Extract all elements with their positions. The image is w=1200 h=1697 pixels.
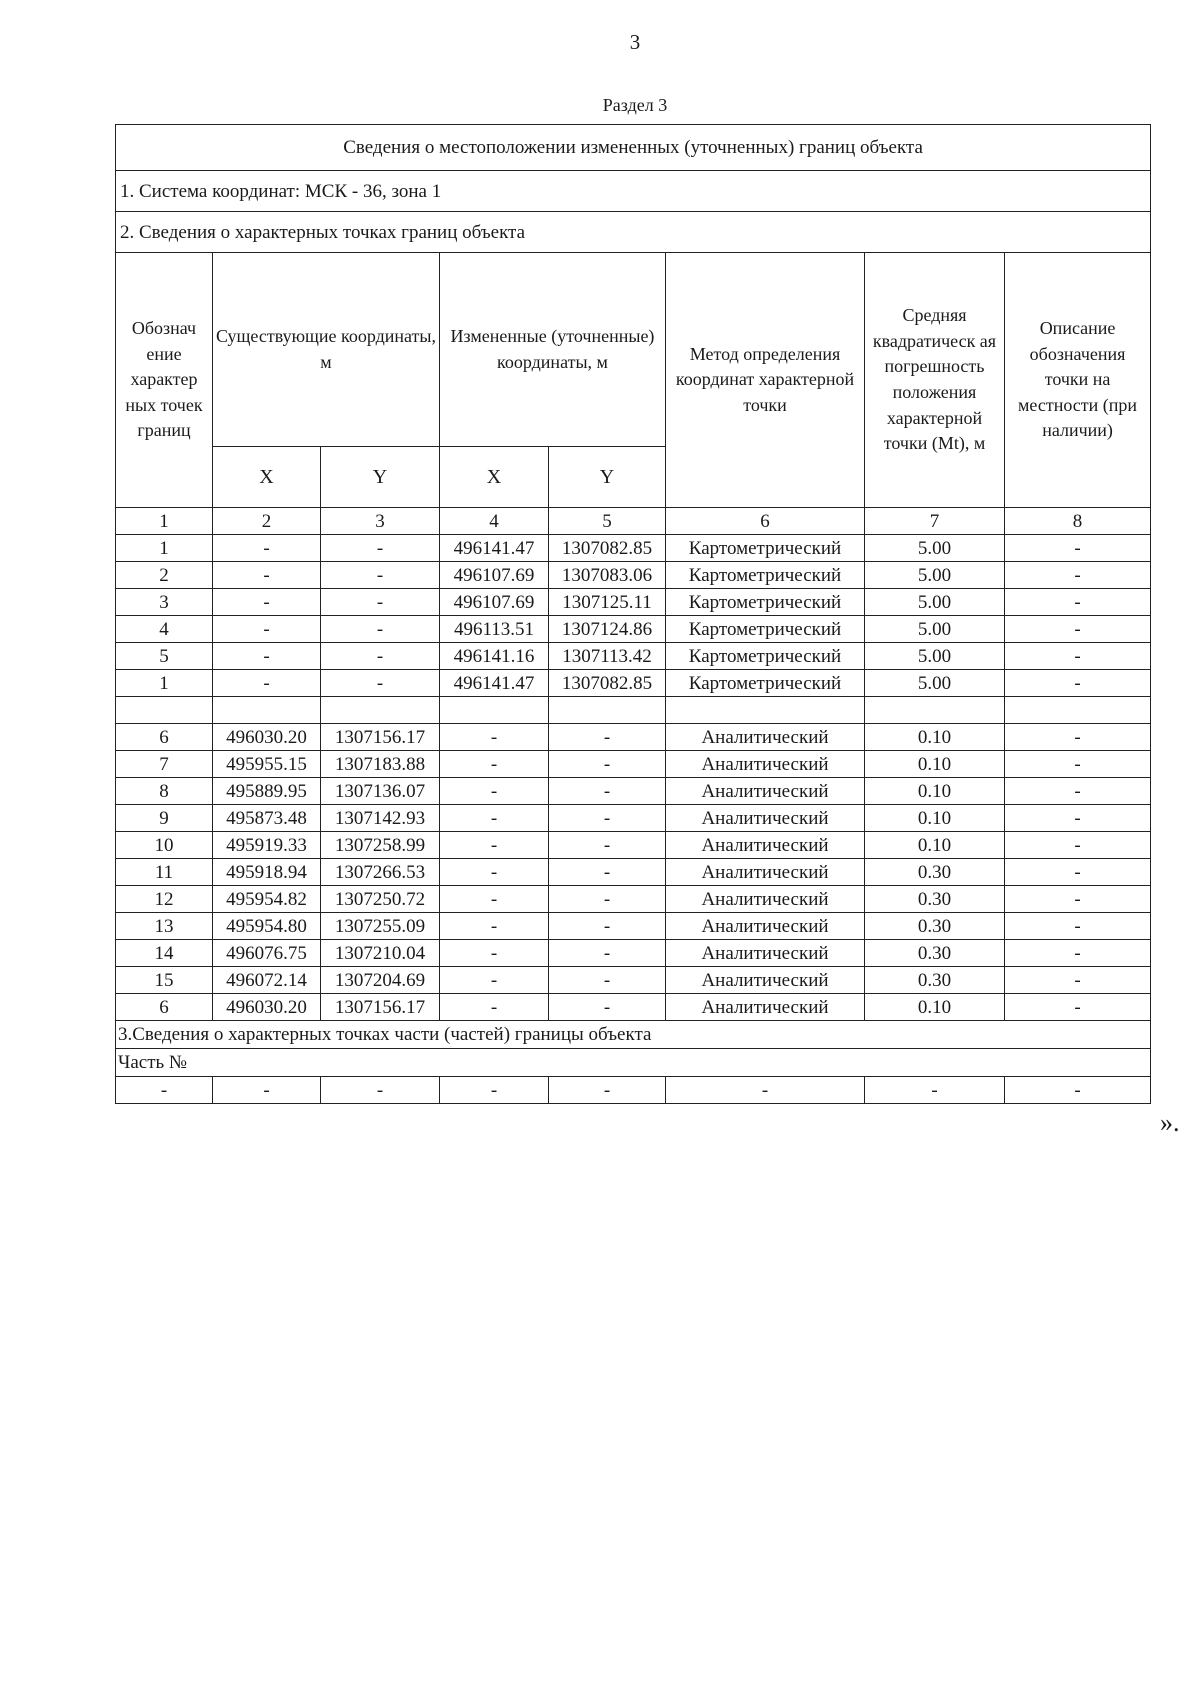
table-cell: - <box>440 886 549 913</box>
table-cell: - <box>1005 1077 1151 1104</box>
table-row <box>116 562 1151 589</box>
table-cell: 0.10 <box>865 832 1005 859</box>
header-existing-coords: Существующие координаты, м <box>213 253 440 447</box>
table-cell: - <box>116 1077 213 1104</box>
table-cell: 496107.69 <box>440 562 549 589</box>
table-cell: 496141.16 <box>440 643 549 670</box>
table-row <box>116 589 1151 616</box>
table-cell: 11 <box>116 859 213 886</box>
header-changed-coords: Измененные (уточненные) координаты, м <box>440 253 666 447</box>
table-cell: Картометрический <box>666 562 865 589</box>
table-cell: - <box>1005 643 1151 670</box>
table-row <box>116 670 1151 697</box>
table-cell: 495918.94 <box>213 859 321 886</box>
table-cell: 1307142.93 <box>321 805 440 832</box>
column-number: 2 <box>213 508 321 535</box>
table-cell: 1 <box>116 535 213 562</box>
table-cell: Картометрический <box>666 616 865 643</box>
table-cell: - <box>213 670 321 697</box>
table-cell: 496141.47 <box>440 535 549 562</box>
table-cell: - <box>440 1077 549 1104</box>
table-cell: - <box>549 832 666 859</box>
table-cell: - <box>440 859 549 886</box>
parts-section-title: 3.Сведения о характерных точках части (частей) границы объекта <box>116 1021 1151 1049</box>
table-cell: 10 <box>116 832 213 859</box>
table-cell: 0.30 <box>865 940 1005 967</box>
table-cell: 6 <box>116 724 213 751</box>
table-cell: - <box>321 616 440 643</box>
table-cell: 496141.47 <box>440 670 549 697</box>
table-cell: - <box>440 967 549 994</box>
table-cell: 12 <box>116 886 213 913</box>
table-cell: - <box>549 805 666 832</box>
table-cell: - <box>440 940 549 967</box>
table-cell: 1307156.17 <box>321 724 440 751</box>
table-cell: 13 <box>116 913 213 940</box>
table-cell: - <box>549 886 666 913</box>
table-cell: 496107.69 <box>440 589 549 616</box>
table-cell: Картометрический <box>666 670 865 697</box>
table-cell: Аналитический <box>666 994 865 1021</box>
table-cell: 495955.15 <box>213 751 321 778</box>
table-cell: - <box>321 670 440 697</box>
table-cell: 5.00 <box>865 535 1005 562</box>
table-cell: 1307083.06 <box>549 562 666 589</box>
table-row <box>116 778 1151 805</box>
table-row <box>116 859 1151 886</box>
empty-separator-row <box>116 697 1151 724</box>
table-cell: - <box>213 616 321 643</box>
table-cell: - <box>549 859 666 886</box>
boundary-table <box>115 124 1151 1104</box>
table-row <box>116 994 1151 1021</box>
table-cell: - <box>1005 535 1151 562</box>
table-cell: Аналитический <box>666 940 865 967</box>
table-cell: - <box>213 643 321 670</box>
table-cell: - <box>549 967 666 994</box>
table-cell: 1307136.07 <box>321 778 440 805</box>
table-row <box>116 913 1151 940</box>
table-cell: Аналитический <box>666 886 865 913</box>
table-cell: 1307113.42 <box>549 643 666 670</box>
table-cell: 5.00 <box>865 670 1005 697</box>
column-number: 8 <box>1005 508 1151 535</box>
table-row <box>116 805 1151 832</box>
table-cell: - <box>440 724 549 751</box>
table-cell: - <box>549 940 666 967</box>
table-cell: 5.00 <box>865 643 1005 670</box>
empty-cell <box>865 697 1005 724</box>
table-cell: 1307266.53 <box>321 859 440 886</box>
table-row <box>116 643 1151 670</box>
table-cell: Аналитический <box>666 967 865 994</box>
empty-cell <box>440 697 549 724</box>
table-cell: - <box>1005 805 1151 832</box>
table-cell: - <box>321 535 440 562</box>
table-cell: 6 <box>116 994 213 1021</box>
header-designation: Обознач ение характер ных точек границ <box>116 253 213 508</box>
table-cell: Аналитический <box>666 724 865 751</box>
table-cell: 1307125.11 <box>549 589 666 616</box>
table-cell: 0.30 <box>865 859 1005 886</box>
table-cell: - <box>1005 616 1151 643</box>
header-changed-x: X <box>440 447 549 508</box>
table-cell: 1307255.09 <box>321 913 440 940</box>
table-cell: - <box>1005 562 1151 589</box>
table-cell: 5.00 <box>865 562 1005 589</box>
table-cell: Аналитический <box>666 751 865 778</box>
table-cell: 1307183.88 <box>321 751 440 778</box>
table-cell: 7 <box>116 751 213 778</box>
table-cell: - <box>213 1077 321 1104</box>
points-section-title: 2. Сведения о характерных точках границ объекта <box>116 212 1151 253</box>
empty-cell <box>549 697 666 724</box>
table-row <box>116 940 1151 967</box>
header-existing-x: X <box>213 447 321 508</box>
table-cell: Картометрический <box>666 535 865 562</box>
section-title: Раздел 3 <box>602 95 668 115</box>
part-number-label-row <box>116 1049 1151 1077</box>
table-cell: - <box>549 724 666 751</box>
table-cell: - <box>321 589 440 616</box>
table-cell: 495954.80 <box>213 913 321 940</box>
table-cell: 1307210.04 <box>321 940 440 967</box>
table-cell: 0.10 <box>865 994 1005 1021</box>
column-numbers-row <box>116 508 1151 535</box>
table-cell: 2 <box>116 562 213 589</box>
coordinate-system: 1. Система координат: МСК - 36, зона 1 <box>116 171 1151 212</box>
empty-cell <box>666 697 865 724</box>
table-cell: 0.10 <box>865 724 1005 751</box>
closing-mark: ». <box>1160 1108 1180 1137</box>
table-cell: - <box>1005 940 1151 967</box>
header-method: Метод определения координат характерной точки <box>666 253 865 508</box>
table-cell: 496030.20 <box>213 724 321 751</box>
table-cell: 0.30 <box>865 967 1005 994</box>
table-row <box>116 832 1151 859</box>
table-cell: - <box>213 535 321 562</box>
table-cell: 0.30 <box>865 886 1005 913</box>
table-cell: 5.00 <box>865 589 1005 616</box>
table-cell: 9 <box>116 805 213 832</box>
table-cell: Картометрический <box>666 589 865 616</box>
table-row <box>116 886 1151 913</box>
part-number-label: Часть № <box>116 1049 1151 1077</box>
table-cell: 496076.75 <box>213 940 321 967</box>
table-cell: 495889.95 <box>213 778 321 805</box>
table-cell: Картометрический <box>666 643 865 670</box>
column-number: 4 <box>440 508 549 535</box>
table-cell: - <box>321 562 440 589</box>
table-cell: - <box>1005 859 1151 886</box>
table-cell: - <box>321 643 440 670</box>
table-cell: 1307156.17 <box>321 994 440 1021</box>
table-cell: - <box>1005 724 1151 751</box>
table-cell: Аналитический <box>666 913 865 940</box>
table-cell: 15 <box>116 967 213 994</box>
table-cell: - <box>321 1077 440 1104</box>
table-cell: - <box>213 589 321 616</box>
header-existing-y: Y <box>321 447 440 508</box>
empty-cell <box>321 697 440 724</box>
table-cell: - <box>440 832 549 859</box>
page-number: 3 <box>629 30 641 54</box>
table-cell: - <box>865 1077 1005 1104</box>
table-cell: 1307250.72 <box>321 886 440 913</box>
table-row <box>116 967 1151 994</box>
table-caption: Сведения о местоположении измененных (уточненных) границ объекта <box>116 125 1151 171</box>
table-cell: 4 <box>116 616 213 643</box>
table-cell: - <box>213 562 321 589</box>
table-row <box>116 724 1151 751</box>
table-cell: - <box>549 913 666 940</box>
table-cell: - <box>1005 886 1151 913</box>
table-cell: - <box>1005 670 1151 697</box>
header-error: Средняя квадратическ ая погрешность положения характерной точки (Mt), м <box>865 253 1005 508</box>
table-cell: 0.10 <box>865 805 1005 832</box>
table-cell: - <box>1005 778 1151 805</box>
table-cell: - <box>549 994 666 1021</box>
table-row <box>116 616 1151 643</box>
table-cell: 1307082.85 <box>549 535 666 562</box>
table-cell: 3 <box>116 589 213 616</box>
table-cell: 496030.20 <box>213 994 321 1021</box>
table-cell: 0.10 <box>865 751 1005 778</box>
table-cell: - <box>549 1077 666 1104</box>
table-cell: - <box>549 751 666 778</box>
column-number: 6 <box>666 508 865 535</box>
table-cell: 495873.48 <box>213 805 321 832</box>
table-cell: 496113.51 <box>440 616 549 643</box>
table-cell: - <box>1005 994 1151 1021</box>
table-cell: 1 <box>116 670 213 697</box>
table-cell: - <box>666 1077 865 1104</box>
empty-cell <box>1005 697 1151 724</box>
table-cell: 0.10 <box>865 778 1005 805</box>
table-cell: - <box>1005 913 1151 940</box>
table-cell: - <box>549 778 666 805</box>
table-cell: 5 <box>116 643 213 670</box>
column-number: 3 <box>321 508 440 535</box>
table-cell: 14 <box>116 940 213 967</box>
table-cell: Аналитический <box>666 859 865 886</box>
table-cell: Аналитический <box>666 832 865 859</box>
table-cell: 1307082.85 <box>549 670 666 697</box>
table-cell: 495954.82 <box>213 886 321 913</box>
table-row <box>116 751 1151 778</box>
table-cell: - <box>440 994 549 1021</box>
table-cell: Аналитический <box>666 805 865 832</box>
table-cell: - <box>440 805 549 832</box>
parts-section-title-row <box>116 1021 1151 1049</box>
empty-cell <box>213 697 321 724</box>
table-cell: 1307258.99 <box>321 832 440 859</box>
table-cell: 0.30 <box>865 913 1005 940</box>
table-cell: 496072.14 <box>213 967 321 994</box>
table-cell: - <box>1005 967 1151 994</box>
table-cell: - <box>1005 589 1151 616</box>
header-changed-y: Y <box>549 447 666 508</box>
header-description: Описание обозначения точки на местности (при наличии) <box>1005 253 1151 508</box>
parts-row <box>116 1077 1151 1104</box>
table-cell: - <box>440 913 549 940</box>
table-cell: 495919.33 <box>213 832 321 859</box>
table-cell: 8 <box>116 778 213 805</box>
column-number: 7 <box>865 508 1005 535</box>
table-row <box>116 535 1151 562</box>
column-number: 1 <box>116 508 213 535</box>
empty-cell <box>116 697 213 724</box>
table-cell: 5.00 <box>865 616 1005 643</box>
table-cell: - <box>1005 832 1151 859</box>
table-cell: Аналитический <box>666 778 865 805</box>
column-number: 5 <box>549 508 666 535</box>
table-cell: - <box>440 751 549 778</box>
table-cell: - <box>440 778 549 805</box>
table-cell: 1307204.69 <box>321 967 440 994</box>
table-cell: - <box>1005 751 1151 778</box>
table-cell: 1307124.86 <box>549 616 666 643</box>
